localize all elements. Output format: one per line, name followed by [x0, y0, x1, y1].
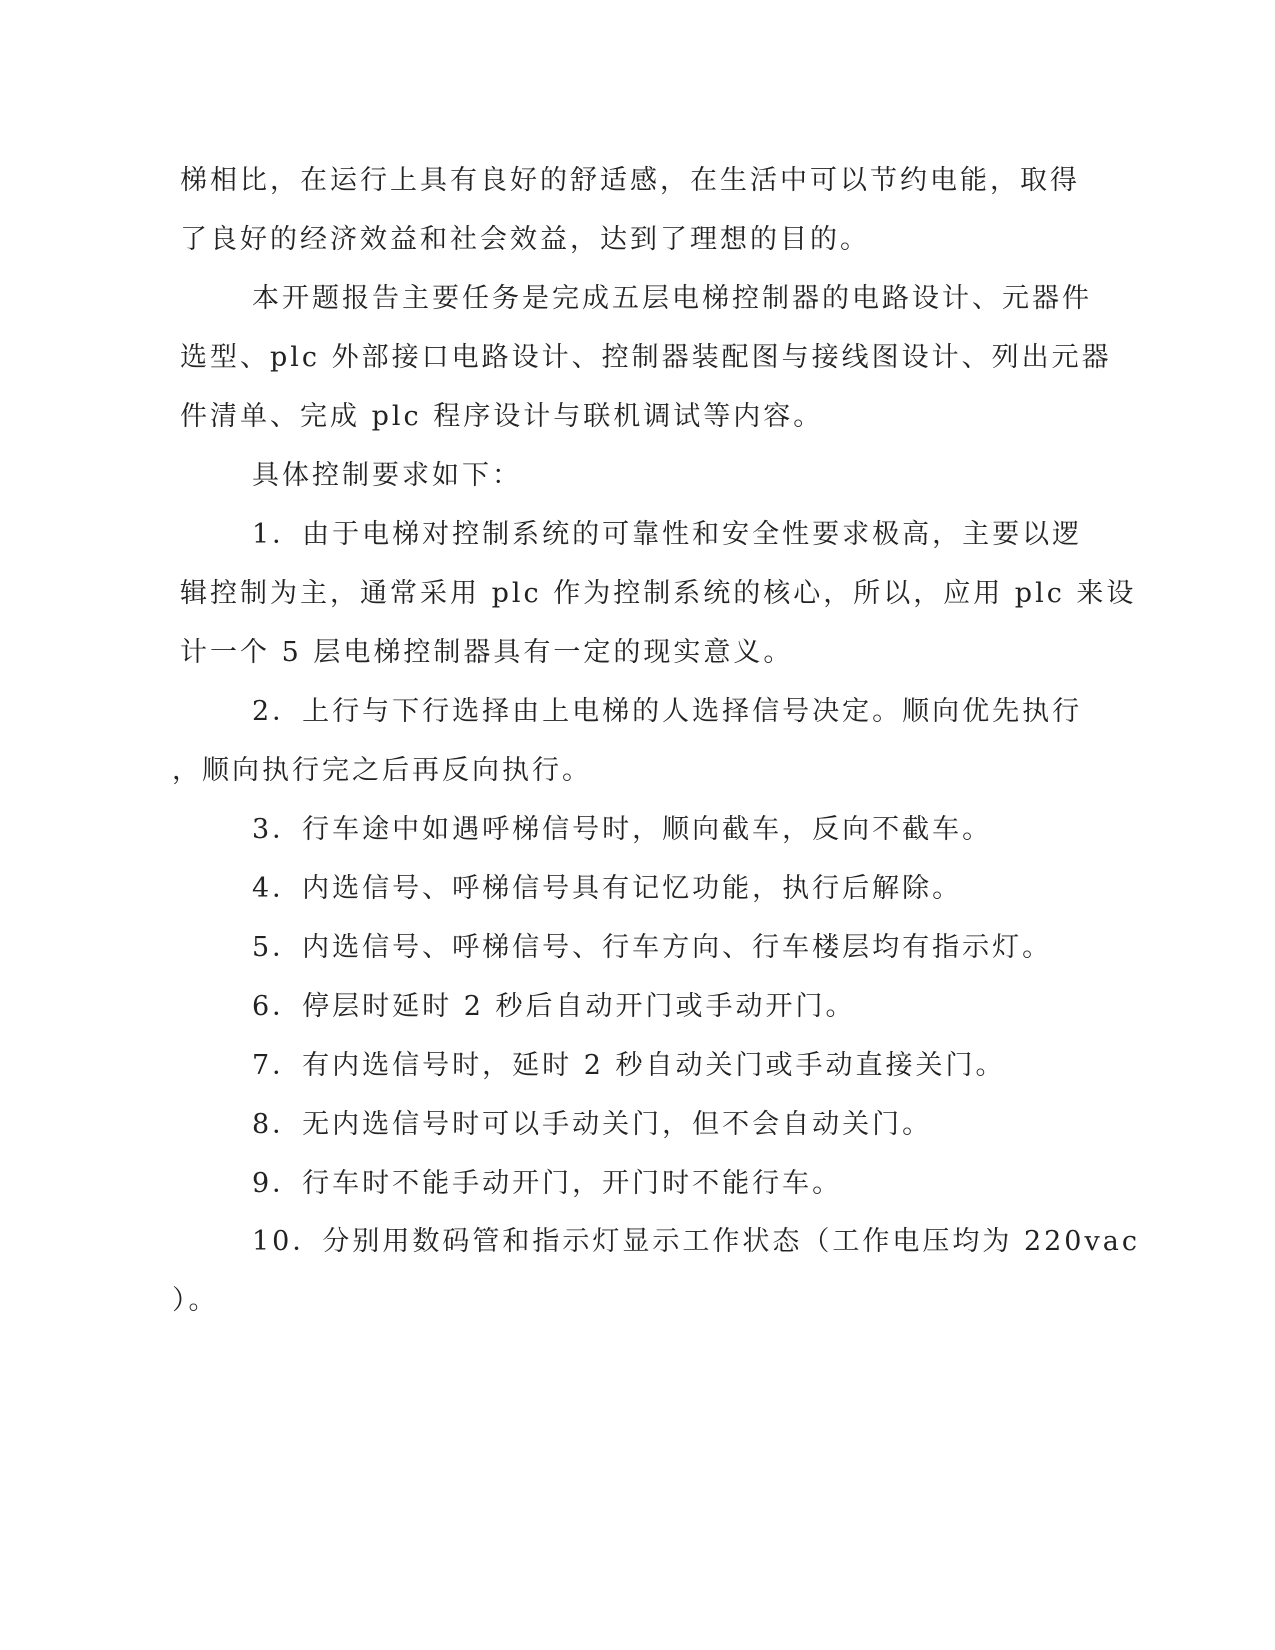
- list-item: 3．行车途中如遇呼梯信号时，顺向截车，反向不截车。: [252, 814, 993, 845]
- list-item: 6．停层时延时 2 秒后自动开门或手动开门。: [252, 991, 856, 1022]
- section-intro: 具体控制要求如下：: [252, 460, 522, 491]
- list-item: 7．有内选信号时，延时 2 秒自动关门或手动直接关门。: [252, 1050, 1006, 1081]
- list-item: 1．由于电梯对控制系统的可靠性和安全性要求极高，主要以逻: [252, 519, 1083, 550]
- text-line: 计一个 5 层电梯控制器具有一定的现实意义。: [180, 637, 794, 668]
- text-line: 件清单、完成 plc 程序设计与联机调试等内容。: [180, 401, 824, 432]
- text-line: ，顺向执行完之后再反向执行。: [172, 755, 592, 786]
- text-line: 辑控制为主，通常采用 plc 作为控制系统的核心，所以，应用 plc 来设: [180, 578, 1137, 609]
- list-item: 5．内选信号、呼梯信号、行车方向、行车楼层均有指示灯。: [252, 932, 1053, 963]
- text-line: ）。: [172, 1285, 219, 1316]
- text-line: 了良好的经济效益和社会效益，达到了理想的目的。: [180, 224, 870, 255]
- list-item: 10．分别用数码管和指示灯显示工作状态（工作电压均为 220vac: [252, 1226, 1140, 1257]
- list-item: 2．上行与下行选择由上电梯的人选择信号决定。顺向优先执行: [252, 696, 1083, 727]
- list-item: 9．行车时不能手动开门，开门时不能行车。: [252, 1168, 843, 1199]
- paragraph-first-line: 本开题报告主要任务是完成五层电梯控制器的电路设计、元器件: [252, 283, 1092, 314]
- text-line: 选型、plc 外部接口电路设计、控制器装配图与接线图设计、列出元器: [180, 342, 1112, 373]
- list-item: 8．无内选信号时可以手动关门，但不会自动关门。: [252, 1109, 933, 1140]
- text-line: 梯相比，在运行上具有良好的舒适感，在生活中可以节约电能，取得: [180, 165, 1080, 196]
- list-item: 4．内选信号、呼梯信号具有记忆功能，执行后解除。: [252, 873, 963, 904]
